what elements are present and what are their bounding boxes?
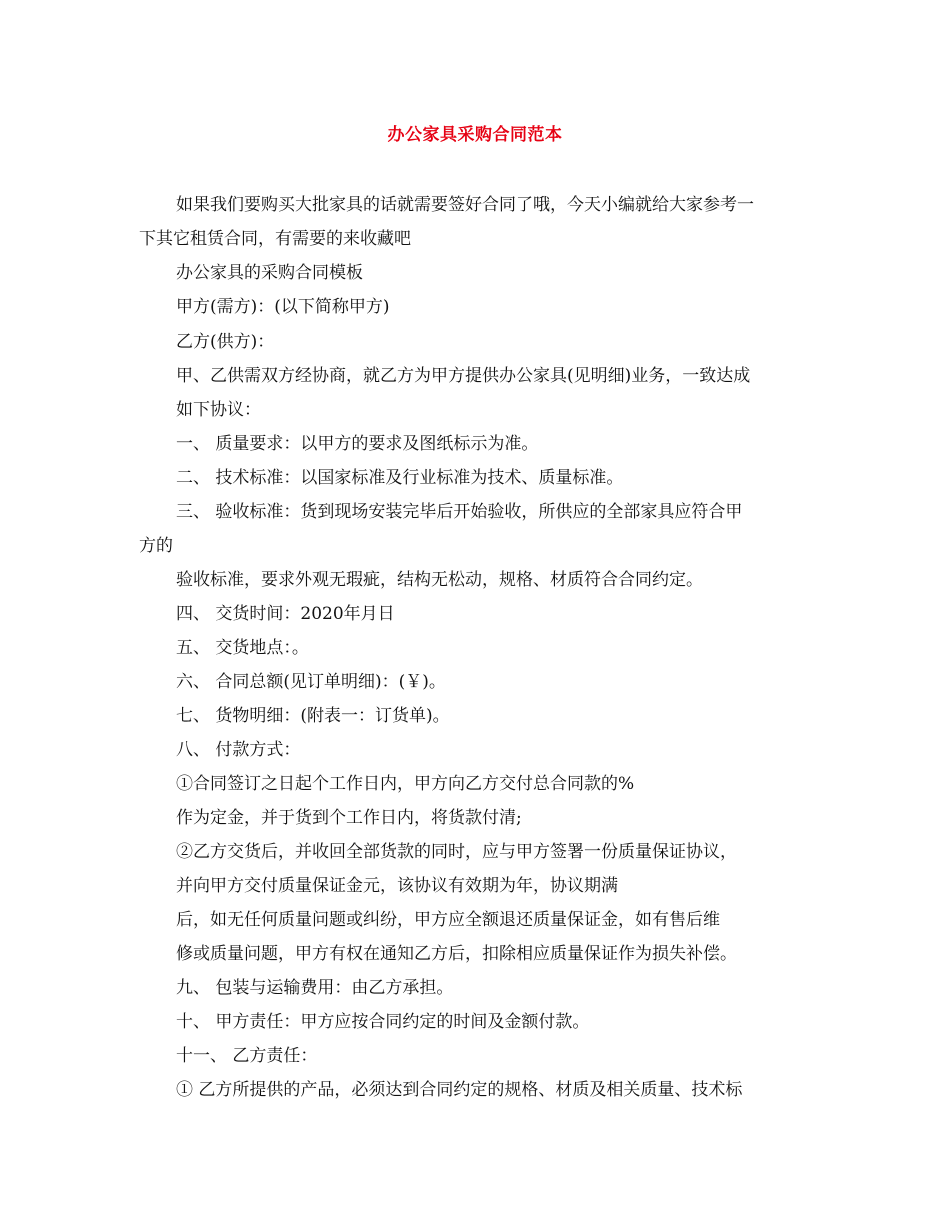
clause-9: 九、 包装与运输费用：由乙方承担。 — [176, 978, 454, 998]
intro-line-2: 下其它租赁合同，有需要的来收藏吧 — [139, 229, 411, 249]
agreement-line-2: 如下协议： — [176, 400, 261, 420]
clause-1: 一、 质量要求：以甲方的要求及图纸标示为准。 — [176, 434, 539, 454]
clause-10: 十、 甲方责任：甲方应按合同约定的时间及金额付款。 — [176, 1012, 590, 1032]
clause-8: 八、 付款方式： — [176, 740, 301, 760]
clause-5: 五、 交货地点：。 — [176, 638, 309, 658]
clause-3-line-2: 方的 — [139, 536, 173, 556]
payment-2-line-3: 后，如无任何质量问题或纠纷，甲方应全额退还质量保证金，如有售后维 — [176, 910, 720, 930]
payment-1-line-1: ①合同签订之日起个工作日内，甲方向乙方交付总合同款的% — [176, 774, 635, 794]
clause-3-line-1: 三、 验收标准：货到现场安装完毕后开始验收，所供应的全部家具应符合甲 — [176, 502, 743, 522]
clause-3-line-3: 验收标准，要求外观无瑕疵，结构无松动，规格、材质符合合同约定。 — [176, 570, 703, 590]
clause-11: 十一、 乙方责任： — [176, 1046, 318, 1066]
payment-2-line-2: 并向甲方交付质量保证金元，该协议有效期为年，协议期满 — [176, 876, 618, 896]
clause-6: 六、 合同总额(见订单明细)：(￥)。 — [176, 672, 446, 692]
clause-4: 四、 交货时间：2020年月日 — [176, 604, 395, 624]
intro-line-1: 如果我们要购买大批家具的话就需要签好合同了哦，今天小编就给大家参考一 — [176, 195, 754, 215]
party-a-line: 甲方(需方)：(以下简称甲方) — [176, 297, 390, 317]
clause-2: 二、 技术标准：以国家标准及行业标准为技术、质量标准。 — [176, 468, 624, 488]
template-heading: 办公家具的采购合同模板 — [176, 263, 363, 283]
document-title: 办公家具采购合同范本 — [387, 125, 563, 145]
clause-7: 七、 货物明细：(附表一：订货单)。 — [176, 706, 450, 726]
party-b-line: 乙方(供方)： — [176, 332, 275, 352]
agreement-line-1: 甲、乙供需双方经协商，就乙方为甲方提供办公家具(见明细)业务，一致达成 — [176, 366, 751, 386]
payment-2-line-4: 修或质量问题，甲方有权在通知乙方后，扣除相应质量保证作为损失补偿。 — [176, 944, 737, 964]
payment-1-line-2: 作为定金，并于货到个工作日内，将货款付清; — [176, 808, 522, 828]
payment-2-line-1: ②乙方交货后，并收回全部货款的同时，应与甲方签署一份质量保证协议， — [176, 842, 737, 862]
clause-11-item-1: ① 乙方所提供的产品，必须达到合同约定的规格、材质及相关质量、技术标 — [176, 1080, 743, 1100]
